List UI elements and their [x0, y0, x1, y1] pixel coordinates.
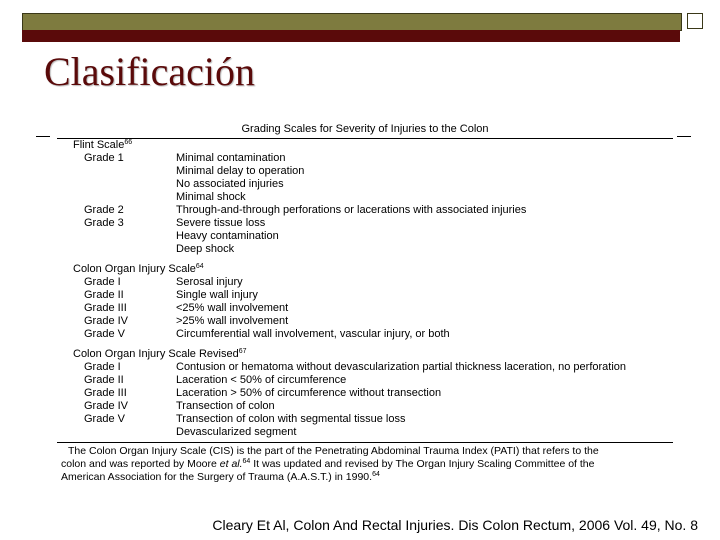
grade-description-line: Circumferential wall involvement, vascular injury, or both: [176, 328, 450, 340]
scale-name: [57, 263, 673, 276]
grade-description-line: Minimal contamination: [176, 152, 286, 164]
footnote-line: [61, 458, 673, 471]
grade-label: Grade I: [84, 361, 121, 373]
grade-row: [57, 328, 673, 341]
grade-description: [176, 413, 673, 439]
scale-block: [57, 263, 673, 341]
grade-description-line: Laceration > 50% of circumference without transection: [176, 387, 442, 399]
scale-block: [57, 348, 673, 439]
header-bar: [22, 13, 682, 31]
scale-block: [57, 139, 673, 256]
grade-row: [57, 387, 673, 400]
grade-description: [176, 387, 673, 400]
grade-description-line: <25% wall involvement: [176, 302, 289, 314]
slide-title: Clasificación: [44, 49, 256, 94]
grade-description: [176, 152, 673, 204]
grading-table: [57, 120, 673, 484]
grade-description: [176, 374, 673, 387]
grade-description: [176, 204, 673, 217]
grade-description-line: Minimal delay to operation: [176, 165, 305, 177]
footnote-text: colon and was reported by Moore: [61, 458, 220, 470]
header-square: [687, 13, 703, 29]
footnote-ref: 64: [372, 471, 380, 478]
grade-description-line: Minimal shock: [176, 191, 246, 203]
grade-description-line: Laceration < 50% of circumference: [176, 374, 347, 386]
grade-description: [176, 361, 673, 374]
grade-description-line: Transection of colon with segmental tissue loss: [176, 413, 406, 425]
grade-label: Grade II: [84, 289, 124, 301]
grade-row: [57, 361, 673, 374]
scale-ref: 64: [195, 263, 204, 270]
grade-description-line: Deep shock: [176, 243, 235, 255]
grade-description-line: Heavy contamination: [176, 230, 279, 242]
grade-row: [57, 400, 673, 413]
grade-row: [57, 302, 673, 315]
grade-row: [57, 413, 673, 439]
grade-label: Grade IV: [84, 315, 129, 327]
grade-description-line: Single wall injury: [176, 289, 258, 301]
grade-description: [176, 400, 673, 413]
scale-name-text: Flint Scale: [73, 139, 125, 151]
grade-row: [57, 374, 673, 387]
right-dash: [677, 136, 691, 137]
footnote-text: It was updated and revised by The Organ Injury Scaling Committee of the: [250, 458, 595, 470]
grade-description-line: Contusion or hematoma without devascularization partial thickness laceration, no perforation: [176, 361, 627, 373]
scale-name: [57, 139, 673, 152]
grade-description: [176, 328, 673, 341]
left-dash: [36, 136, 50, 137]
grade-label: Grade III: [84, 387, 127, 399]
grade-description-line: Serosal injury: [176, 276, 243, 288]
grade-description-line: >25% wall involvement: [176, 315, 289, 327]
header-accent-bar: [22, 30, 680, 42]
grade-label: Grade IV: [84, 400, 129, 412]
grade-description-line: Severe tissue loss: [176, 217, 266, 229]
grade-description-line: Through-and-through perforations or lacerations with associated injuries: [176, 204, 527, 216]
citation: Cleary Et Al, Colon And Rectal Injuries. Dis Colon Rectum, 2006 Vol. 49, No. 8: [212, 517, 698, 533]
grade-row: [57, 315, 673, 328]
grade-row: [57, 276, 673, 289]
scale-ref: 66: [124, 139, 133, 146]
grade-label: Grade I: [84, 276, 121, 288]
grade-row: [57, 204, 673, 217]
grade-description-line: No associated injuries: [176, 178, 284, 190]
scales-container: [57, 139, 673, 439]
footnote-line: The Colon Organ Injury Scale (CIS) is the part of the Penetrating Abdominal Trauma Index (PATI) that refers to the: [68, 445, 599, 457]
table-footnote: [57, 443, 673, 484]
grade-description: [176, 276, 673, 289]
grade-description: [176, 315, 673, 328]
grade-description-line: Transection of colon: [176, 400, 275, 412]
grade-description: [176, 289, 673, 302]
footnote-line: [61, 471, 673, 484]
scale-ref: 67: [238, 348, 247, 355]
grade-label: Grade III: [84, 302, 127, 314]
footnote-etal: et al.: [219, 458, 243, 470]
scale-name-text: Colon Organ Injury Scale: [73, 263, 196, 275]
grade-row: [57, 152, 673, 204]
grade-label: Grade 2: [84, 204, 124, 216]
grade-row: [57, 217, 673, 256]
footnote-text: American Association for the Surgery of Trauma (A.A.S.T.) in 1990.: [61, 471, 373, 483]
grade-label: Grade II: [84, 374, 124, 386]
grade-label: Grade V: [84, 413, 125, 425]
footnote-ref: 64: [242, 458, 251, 465]
scale-name: [57, 348, 673, 361]
table-caption: Grading Scales for Severity of Injuries to the Colon: [241, 123, 489, 135]
grade-description: [176, 302, 673, 315]
grade-row: [57, 289, 673, 302]
scale-name-text: Colon Organ Injury Scale Revised: [73, 348, 239, 360]
grade-label: Grade 1: [84, 152, 124, 164]
grade-label: Grade 3: [84, 217, 124, 229]
grade-description: [176, 217, 673, 256]
grade-description-line: Devascularized segment: [176, 426, 297, 438]
grade-label: Grade V: [84, 328, 125, 340]
